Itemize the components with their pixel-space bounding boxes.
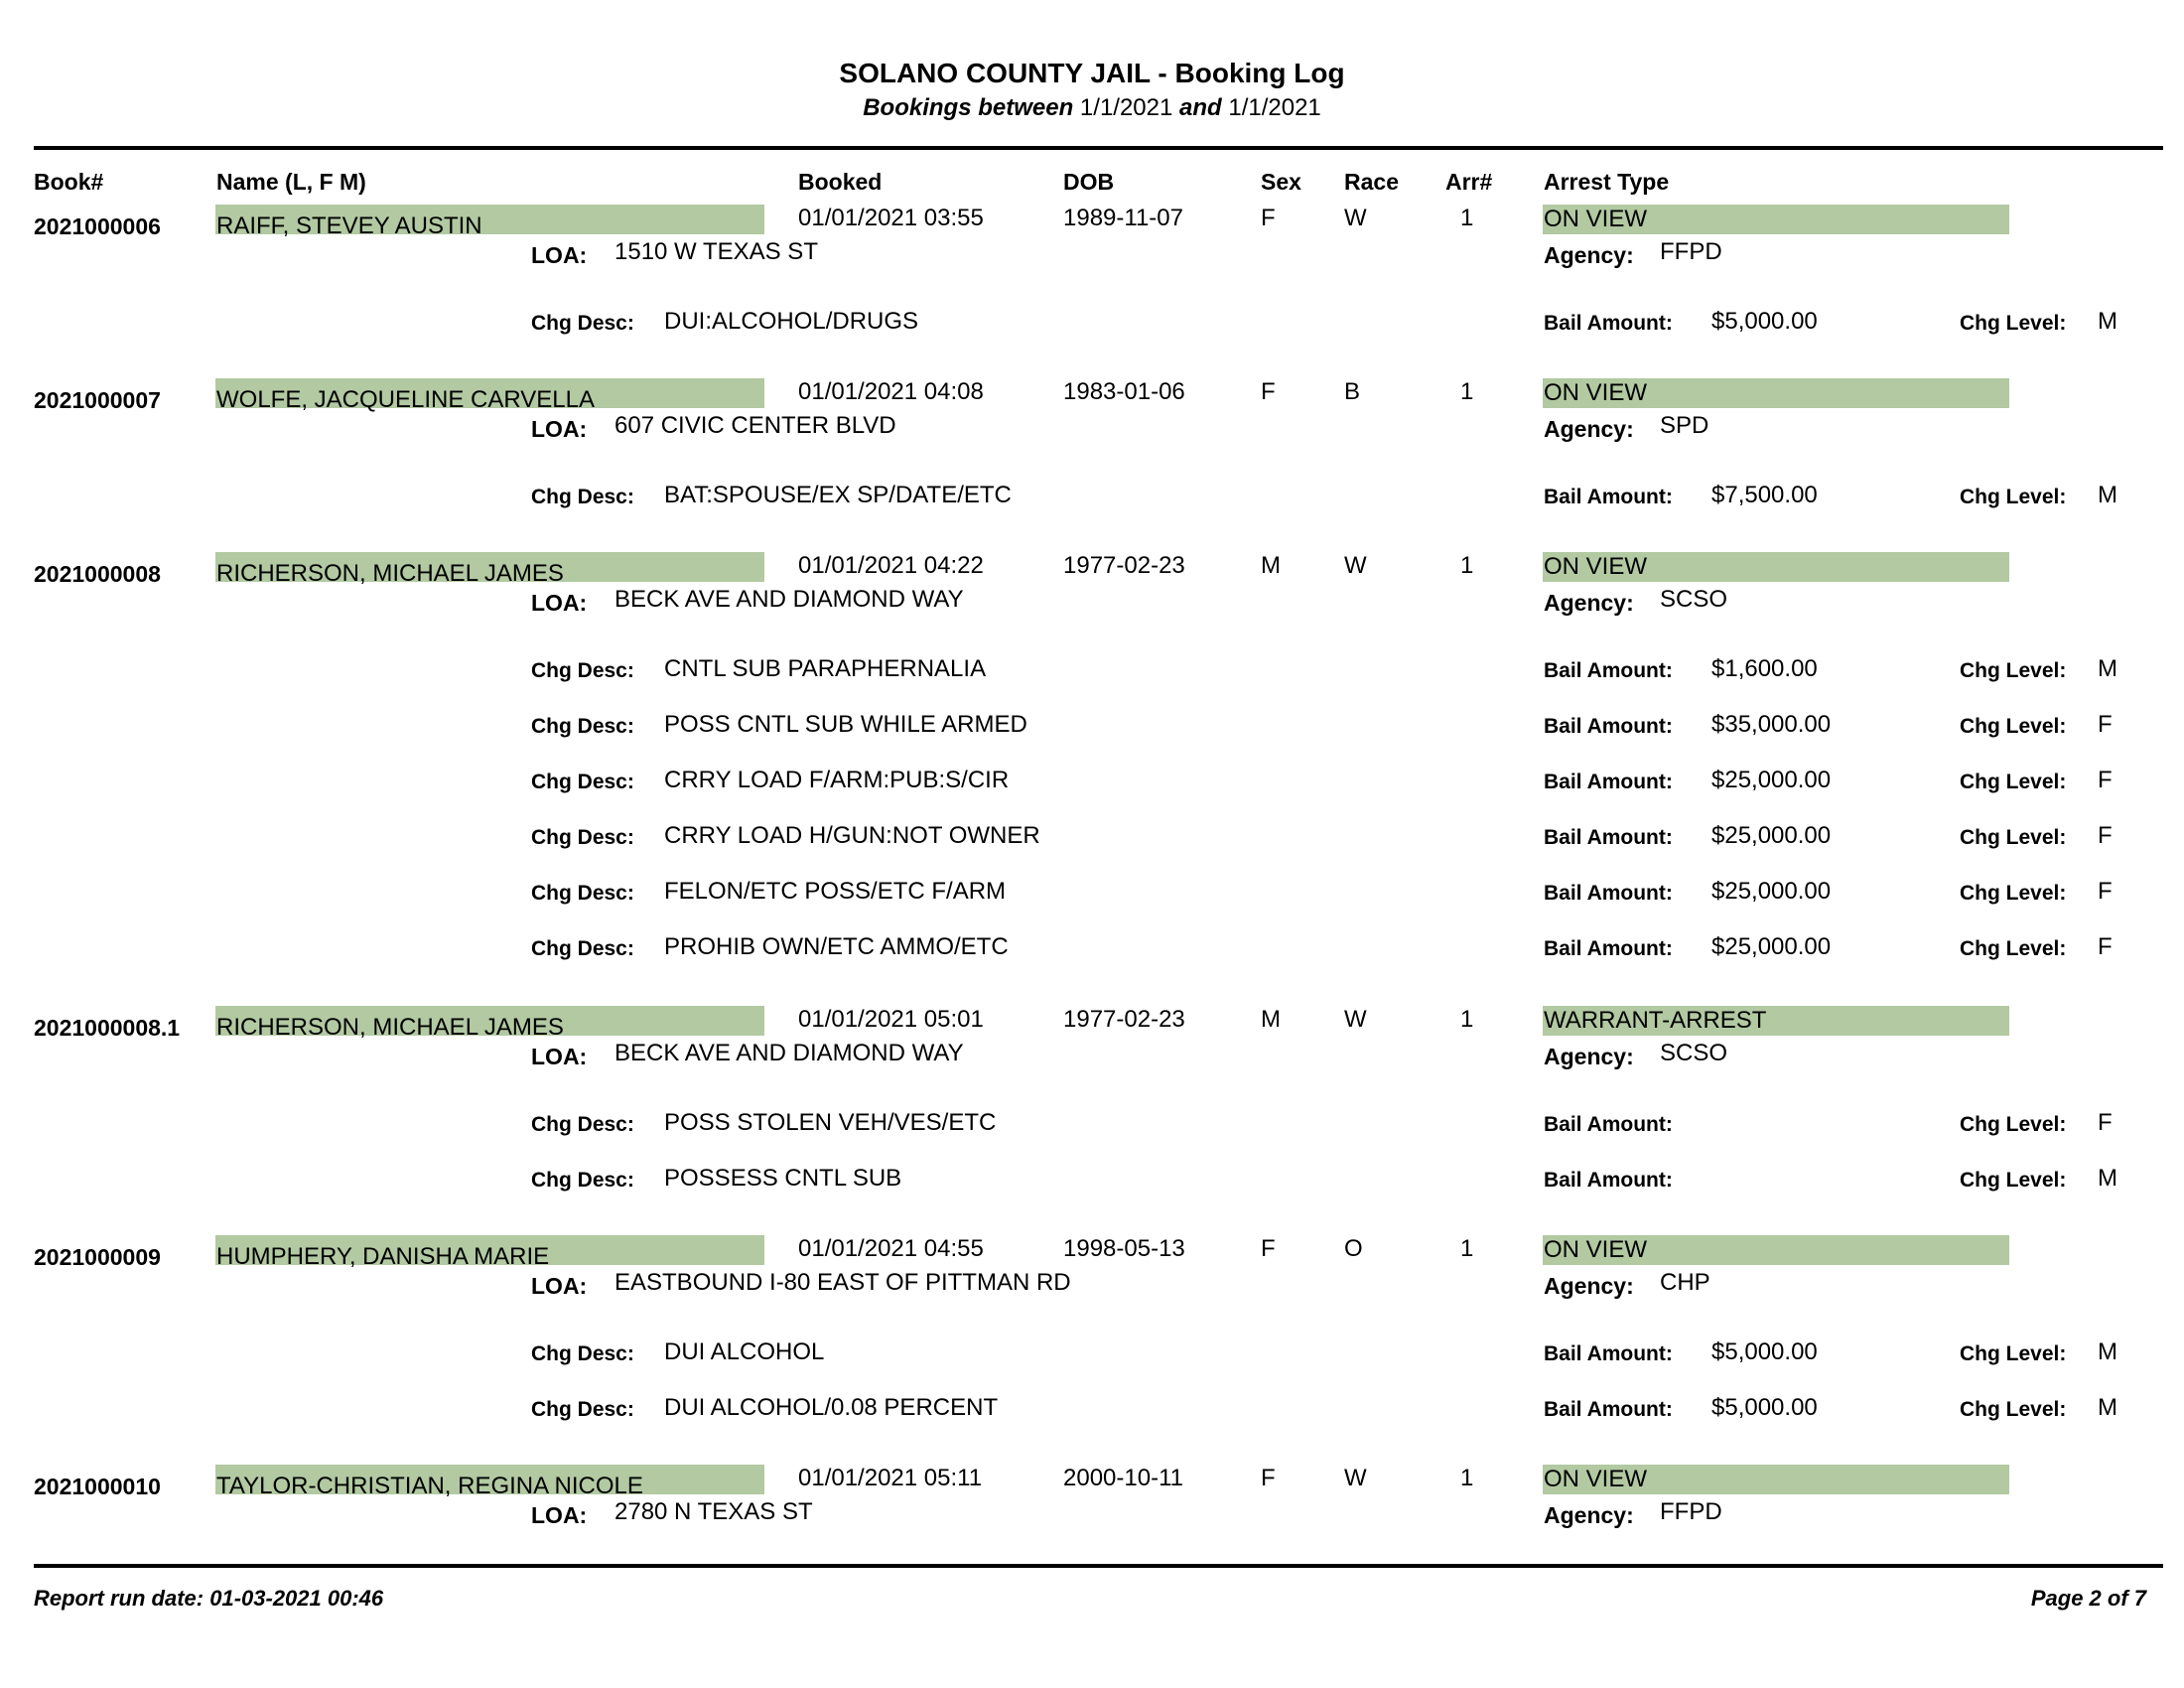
sex-value: M: [1261, 552, 1281, 579]
page-number: Page 2 of 7: [2030, 1586, 2146, 1611]
inmate-name: HUMPHERY, DANISHA MARIE: [216, 1243, 550, 1270]
agency-label: Agency:: [1544, 1502, 1634, 1528]
chg-desc-value: CRRY LOAD H/GUN:NOT OWNER: [664, 822, 1040, 849]
agency-value: SCSO: [1660, 1040, 1728, 1066]
col-header-arr: Arr#: [1445, 169, 1493, 195]
chg-level-label: Chg Level:: [1960, 771, 2067, 793]
chg-desc-value: POSS CNTL SUB WHILE ARMED: [664, 711, 1027, 738]
bail-amount-value: $7,500.00: [1711, 482, 1818, 508]
sex-value: M: [1261, 1006, 1281, 1033]
bail-amount-label: Bail Amount:: [1544, 937, 1673, 960]
chg-level-label: Chg Level:: [1960, 715, 2067, 738]
date-of-birth: 1977-02-23: [1063, 552, 1185, 579]
loa-value: BECK AVE AND DIAMOND WAY: [614, 1040, 964, 1066]
chg-level-value: F: [2098, 933, 2113, 960]
footer-rule: [34, 1564, 2163, 1568]
agency-value: SCSO: [1660, 586, 1728, 613]
chg-desc-label: Chg Desc:: [531, 1169, 634, 1192]
bail-amount-label: Bail Amount:: [1544, 1342, 1673, 1365]
bail-amount-value: $25,000.00: [1711, 767, 1832, 793]
chg-level-label: Chg Level:: [1960, 937, 2067, 960]
chg-desc-value: BAT:SPOUSE/EX SP/DATE/ETC: [664, 482, 1012, 508]
bail-amount-label: Bail Amount:: [1544, 486, 1673, 508]
inmate-name: RICHERSON, MICHAEL JAMES: [216, 1014, 564, 1041]
agency-value: FFPD: [1660, 1498, 1722, 1525]
book-number: 2021000007: [34, 387, 161, 413]
bail-amount-label: Bail Amount:: [1544, 1169, 1673, 1192]
chg-desc-label: Chg Desc:: [531, 1398, 634, 1421]
col-header-race: Race: [1344, 169, 1399, 195]
chg-desc-value: DUI ALCOHOL/0.08 PERCENT: [664, 1394, 999, 1421]
booked-datetime: 01/01/2021 05:01: [798, 1006, 984, 1033]
chg-level-label: Chg Level:: [1960, 1113, 2067, 1136]
header-rule: [34, 146, 2163, 150]
arrest-count: 1: [1460, 1465, 1474, 1491]
chg-desc-value: DUI ALCOHOL: [664, 1338, 825, 1365]
chg-level-value: M: [2098, 1165, 2117, 1192]
chg-desc-label: Chg Desc:: [531, 1342, 634, 1365]
chg-level-value: M: [2098, 1394, 2117, 1421]
bail-amount-value: $25,000.00: [1711, 822, 1832, 849]
bail-amount-label: Bail Amount:: [1544, 659, 1673, 682]
bail-amount-label: Bail Amount:: [1544, 312, 1673, 335]
date-of-birth: 2000-10-11: [1063, 1465, 1183, 1491]
subtitle-prefix: Bookings between: [863, 94, 1074, 121]
arrest-type: ON VIEW: [1544, 206, 1648, 232]
chg-level-value: F: [2098, 1109, 2113, 1136]
loa-value: BECK AVE AND DIAMOND WAY: [614, 586, 964, 613]
loa-value: 2780 N TEXAS ST: [614, 1498, 813, 1525]
booked-datetime: 01/01/2021 04:55: [798, 1235, 984, 1262]
col-header-book: Book#: [34, 169, 104, 195]
date-from: 1/1/2021: [1079, 94, 1173, 121]
booked-datetime: 01/01/2021 03:55: [798, 205, 984, 231]
chg-desc-label: Chg Desc:: [531, 486, 634, 508]
loa-value: 607 CIVIC CENTER BLVD: [614, 412, 896, 439]
arrest-count: 1: [1460, 1235, 1474, 1262]
col-header-sex: Sex: [1261, 169, 1301, 195]
chg-level-value: M: [2098, 655, 2117, 682]
inmate-name: RAIFF, STEVEY AUSTIN: [216, 212, 482, 239]
book-number: 2021000010: [34, 1474, 161, 1499]
chg-desc-value: CNTL SUB PARAPHERNALIA: [664, 655, 987, 682]
arrest-type: ON VIEW: [1544, 379, 1648, 406]
chg-level-value: M: [2098, 308, 2117, 335]
loa-label: LOA:: [531, 242, 588, 268]
loa-label: LOA:: [531, 416, 588, 442]
chg-level-value: F: [2098, 822, 2113, 849]
sex-value: F: [1261, 378, 1276, 405]
chg-desc-value: CRRY LOAD F/ARM:PUB:S/CIR: [664, 767, 1010, 793]
chg-desc-label: Chg Desc:: [531, 937, 634, 960]
date-to: 1/1/2021: [1228, 94, 1321, 121]
report-subtitle: [0, 94, 2184, 122]
date-of-birth: 1989-11-07: [1063, 205, 1183, 231]
race-value: B: [1344, 378, 1361, 405]
bail-amount-value: $5,000.00: [1711, 1394, 1818, 1421]
chg-desc-value: POSS STOLEN VEH/VES/ETC: [664, 1109, 997, 1136]
date-of-birth: 1998-05-13: [1063, 1235, 1185, 1262]
arrest-type: ON VIEW: [1544, 1236, 1648, 1263]
bail-amount-label: Bail Amount:: [1544, 771, 1673, 793]
chg-desc-label: Chg Desc:: [531, 1113, 634, 1136]
chg-level-value: M: [2098, 482, 2117, 508]
inmate-name: WOLFE, JACQUELINE CARVELLA: [216, 386, 595, 413]
chg-level-label: Chg Level:: [1960, 882, 2067, 905]
race-value: W: [1344, 1465, 1367, 1491]
chg-desc-value: POSSESS CNTL SUB: [664, 1165, 902, 1192]
arrest-type: WARRANT-ARREST: [1544, 1007, 1767, 1034]
bail-amount-value: $1,600.00: [1711, 655, 1818, 682]
chg-level-label: Chg Level:: [1960, 486, 2067, 508]
report-title: SOLANO COUNTY JAIL - Booking Log: [839, 58, 1345, 88]
chg-level-label: Chg Level:: [1960, 659, 2067, 682]
chg-desc-label: Chg Desc:: [531, 715, 634, 738]
sex-value: F: [1261, 1465, 1276, 1491]
race-value: W: [1344, 205, 1367, 231]
loa-value: 1510 W TEXAS ST: [614, 238, 818, 265]
bail-amount-value: $25,000.00: [1711, 878, 1832, 905]
chg-level-label: Chg Level:: [1960, 1398, 2067, 1421]
loa-label: LOA:: [531, 1044, 588, 1069]
chg-level-label: Chg Level:: [1960, 312, 2067, 335]
chg-desc-value: DUI:ALCOHOL/DRUGS: [664, 308, 919, 335]
chg-desc-label: Chg Desc:: [531, 659, 634, 682]
sex-value: F: [1261, 205, 1276, 231]
agency-value: SPD: [1660, 412, 1709, 439]
chg-level-label: Chg Level:: [1960, 1169, 2067, 1192]
book-number: 2021000006: [34, 213, 161, 239]
booked-datetime: 01/01/2021 05:11: [798, 1465, 983, 1491]
chg-desc-value: FELON/ETC POSS/ETC F/ARM: [664, 878, 1007, 905]
agency-label: Agency:: [1544, 1044, 1634, 1069]
bail-amount-value: $5,000.00: [1711, 308, 1818, 335]
chg-desc-label: Chg Desc:: [531, 882, 634, 905]
booked-datetime: 01/01/2021 04:22: [798, 552, 984, 579]
chg-level-value: F: [2098, 711, 2113, 738]
chg-level-label: Chg Level:: [1960, 1342, 2067, 1365]
chg-level-value: F: [2098, 878, 2113, 905]
inmate-name: RICHERSON, MICHAEL JAMES: [216, 560, 564, 587]
race-value: W: [1344, 1006, 1367, 1033]
subtitle-and: and: [1179, 94, 1222, 121]
chg-desc-value: PROHIB OWN/ETC AMMO/ETC: [664, 933, 1009, 960]
book-number: 2021000009: [34, 1244, 161, 1270]
col-header-dob: DOB: [1063, 169, 1115, 195]
bail-amount-label: Bail Amount:: [1544, 1398, 1673, 1421]
arrest-count: 1: [1460, 1006, 1474, 1033]
chg-level-label: Chg Level:: [1960, 826, 2067, 849]
bail-amount-label: Bail Amount:: [1544, 715, 1673, 738]
agency-label: Agency:: [1544, 416, 1634, 442]
sex-value: F: [1261, 1235, 1276, 1262]
book-number: 2021000008: [34, 561, 161, 587]
arrest-count: 1: [1460, 205, 1474, 231]
agency-value: FFPD: [1660, 238, 1722, 265]
arrest-count: 1: [1460, 378, 1474, 405]
col-header-booked: Booked: [798, 169, 883, 195]
chg-desc-label: Chg Desc:: [531, 312, 634, 335]
agency-label: Agency:: [1544, 1273, 1634, 1299]
chg-desc-label: Chg Desc:: [531, 826, 634, 849]
arrest-type: ON VIEW: [1544, 1466, 1648, 1492]
chg-level-value: M: [2098, 1338, 2117, 1365]
col-header-name: Name (L, F M): [216, 169, 366, 195]
report-run-date: Report run date: 01-03-2021 00:46: [34, 1586, 384, 1611]
bail-amount-value: $5,000.00: [1711, 1338, 1818, 1365]
inmate-name: TAYLOR-CHRISTIAN, REGINA NICOLE: [216, 1473, 643, 1499]
loa-value: EASTBOUND I-80 EAST OF PITTMAN RD: [614, 1269, 1071, 1296]
bail-amount-value: $35,000.00: [1711, 711, 1832, 738]
chg-level-value: F: [2098, 767, 2113, 793]
agency-label: Agency:: [1544, 590, 1634, 616]
arrest-count: 1: [1460, 552, 1474, 579]
agency-label: Agency:: [1544, 242, 1634, 268]
chg-desc-label: Chg Desc:: [531, 771, 634, 793]
col-header-arrest-type: Arrest Type: [1544, 169, 1670, 195]
bail-amount-label: Bail Amount:: [1544, 882, 1673, 905]
bail-amount-label: Bail Amount:: [1544, 1113, 1673, 1136]
loa-label: LOA:: [531, 1502, 588, 1528]
bail-amount-label: Bail Amount:: [1544, 826, 1673, 849]
loa-label: LOA:: [531, 590, 588, 616]
loa-label: LOA:: [531, 1273, 588, 1299]
booked-datetime: 01/01/2021 04:08: [798, 378, 984, 405]
race-value: O: [1344, 1235, 1363, 1262]
arrest-type: ON VIEW: [1544, 553, 1648, 580]
date-of-birth: 1983-01-06: [1063, 378, 1185, 405]
agency-value: CHP: [1660, 1269, 1710, 1296]
race-value: W: [1344, 552, 1367, 579]
date-of-birth: 1977-02-23: [1063, 1006, 1185, 1033]
book-number: 2021000008.1: [34, 1015, 181, 1041]
bail-amount-value: $25,000.00: [1711, 933, 1832, 960]
